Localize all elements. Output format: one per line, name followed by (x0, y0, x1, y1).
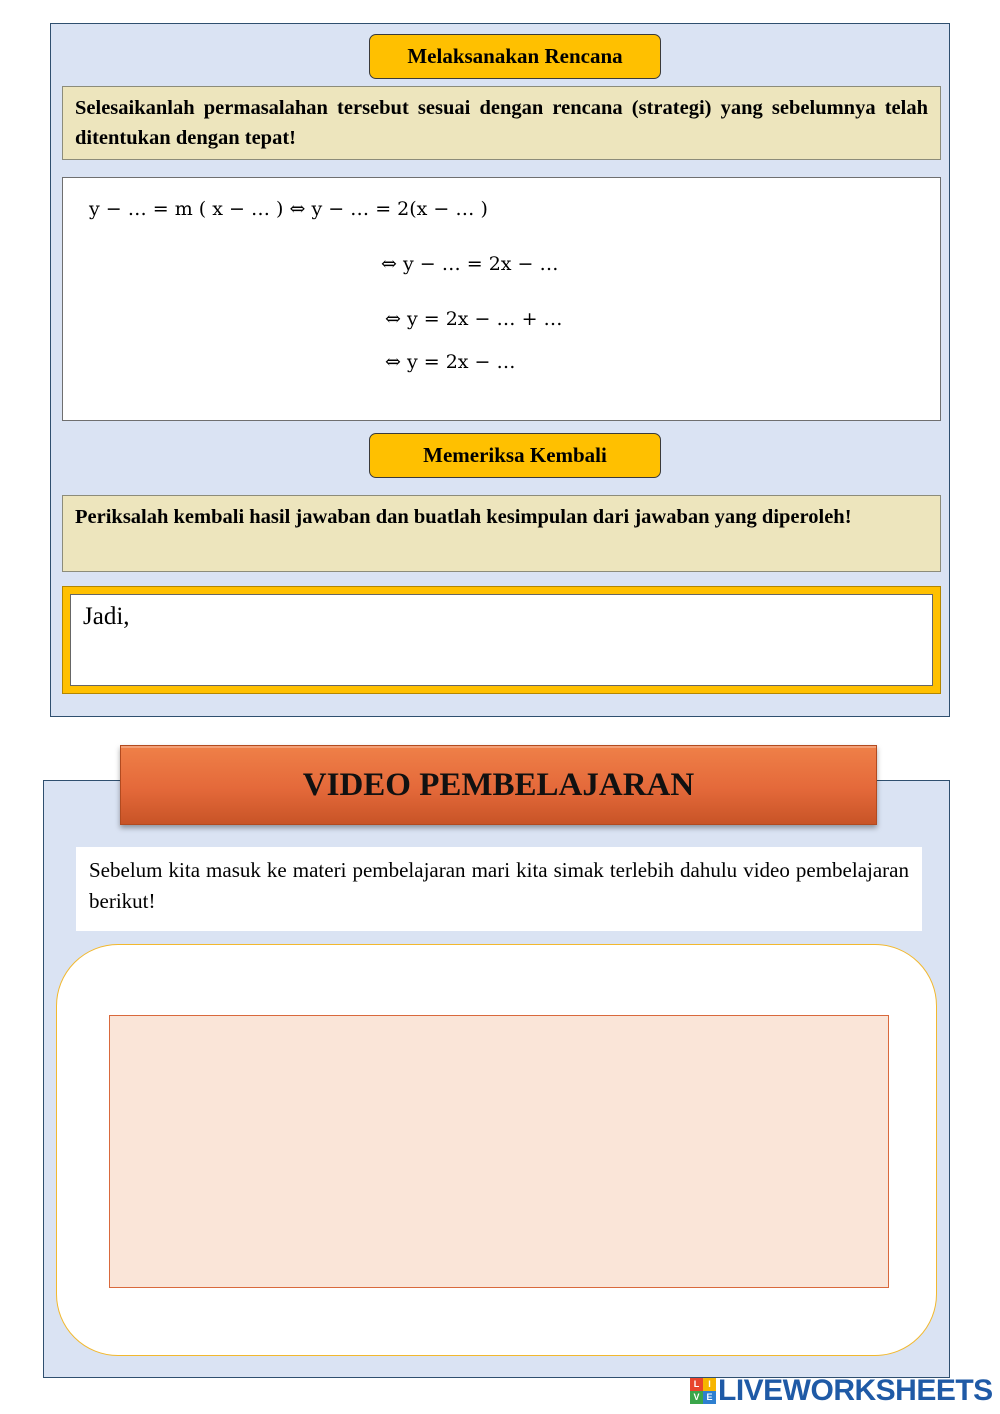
problem-solving-panel (50, 23, 950, 717)
equation-line-1: y − … = m ( x − … ) ⇔ y − … = 2(x − … ) (89, 198, 488, 220)
check-again-label: Memeriksa Kembali (369, 433, 661, 478)
conclusion-answer-box[interactable] (70, 594, 933, 686)
video-title-banner: VIDEO PEMBELAJARAN (120, 745, 877, 825)
liveworksheets-logo-icon (690, 1378, 716, 1404)
execute-instruction: Selesaikanlah permasalahan tersebut sesuai dengan rencana (strategi) yang sebelumnya telah ditentukan dengan tepat! (62, 86, 941, 160)
liveworksheets-brand (690, 1376, 993, 1406)
equation-line-4: ⇔ y = 2x − … (385, 351, 516, 373)
logo-letter-l: L (690, 1378, 703, 1391)
logo-letter-i: I (703, 1378, 716, 1391)
equation-line-2: ⇔ y − … = 2x − … (381, 253, 559, 275)
logo-letter-e: E (703, 1391, 716, 1404)
logo-letter-v: V (690, 1391, 703, 1404)
conclusion-prefix: Jadi, (83, 603, 130, 630)
video-intro-text: Sebelum kita masuk ke materi pembelajaran mari kita simak terlebih dahulu video pembelajaran berikut! (76, 847, 922, 931)
equation-line-3: ⇔ y = 2x − … + … (385, 308, 563, 330)
equation-workbox (62, 177, 941, 421)
brand-text: LIVEWORKSHEETS (718, 1374, 993, 1407)
conclusion-frame (62, 586, 941, 694)
video-player-area[interactable] (109, 1015, 889, 1288)
execute-plan-label: Melaksanakan Rencana (369, 34, 661, 79)
video-frame (56, 944, 937, 1356)
check-instruction: Periksalah kembali hasil jawaban dan buatlah kesimpulan dari jawaban yang diperoleh! (62, 495, 941, 572)
video-panel (43, 780, 950, 1378)
